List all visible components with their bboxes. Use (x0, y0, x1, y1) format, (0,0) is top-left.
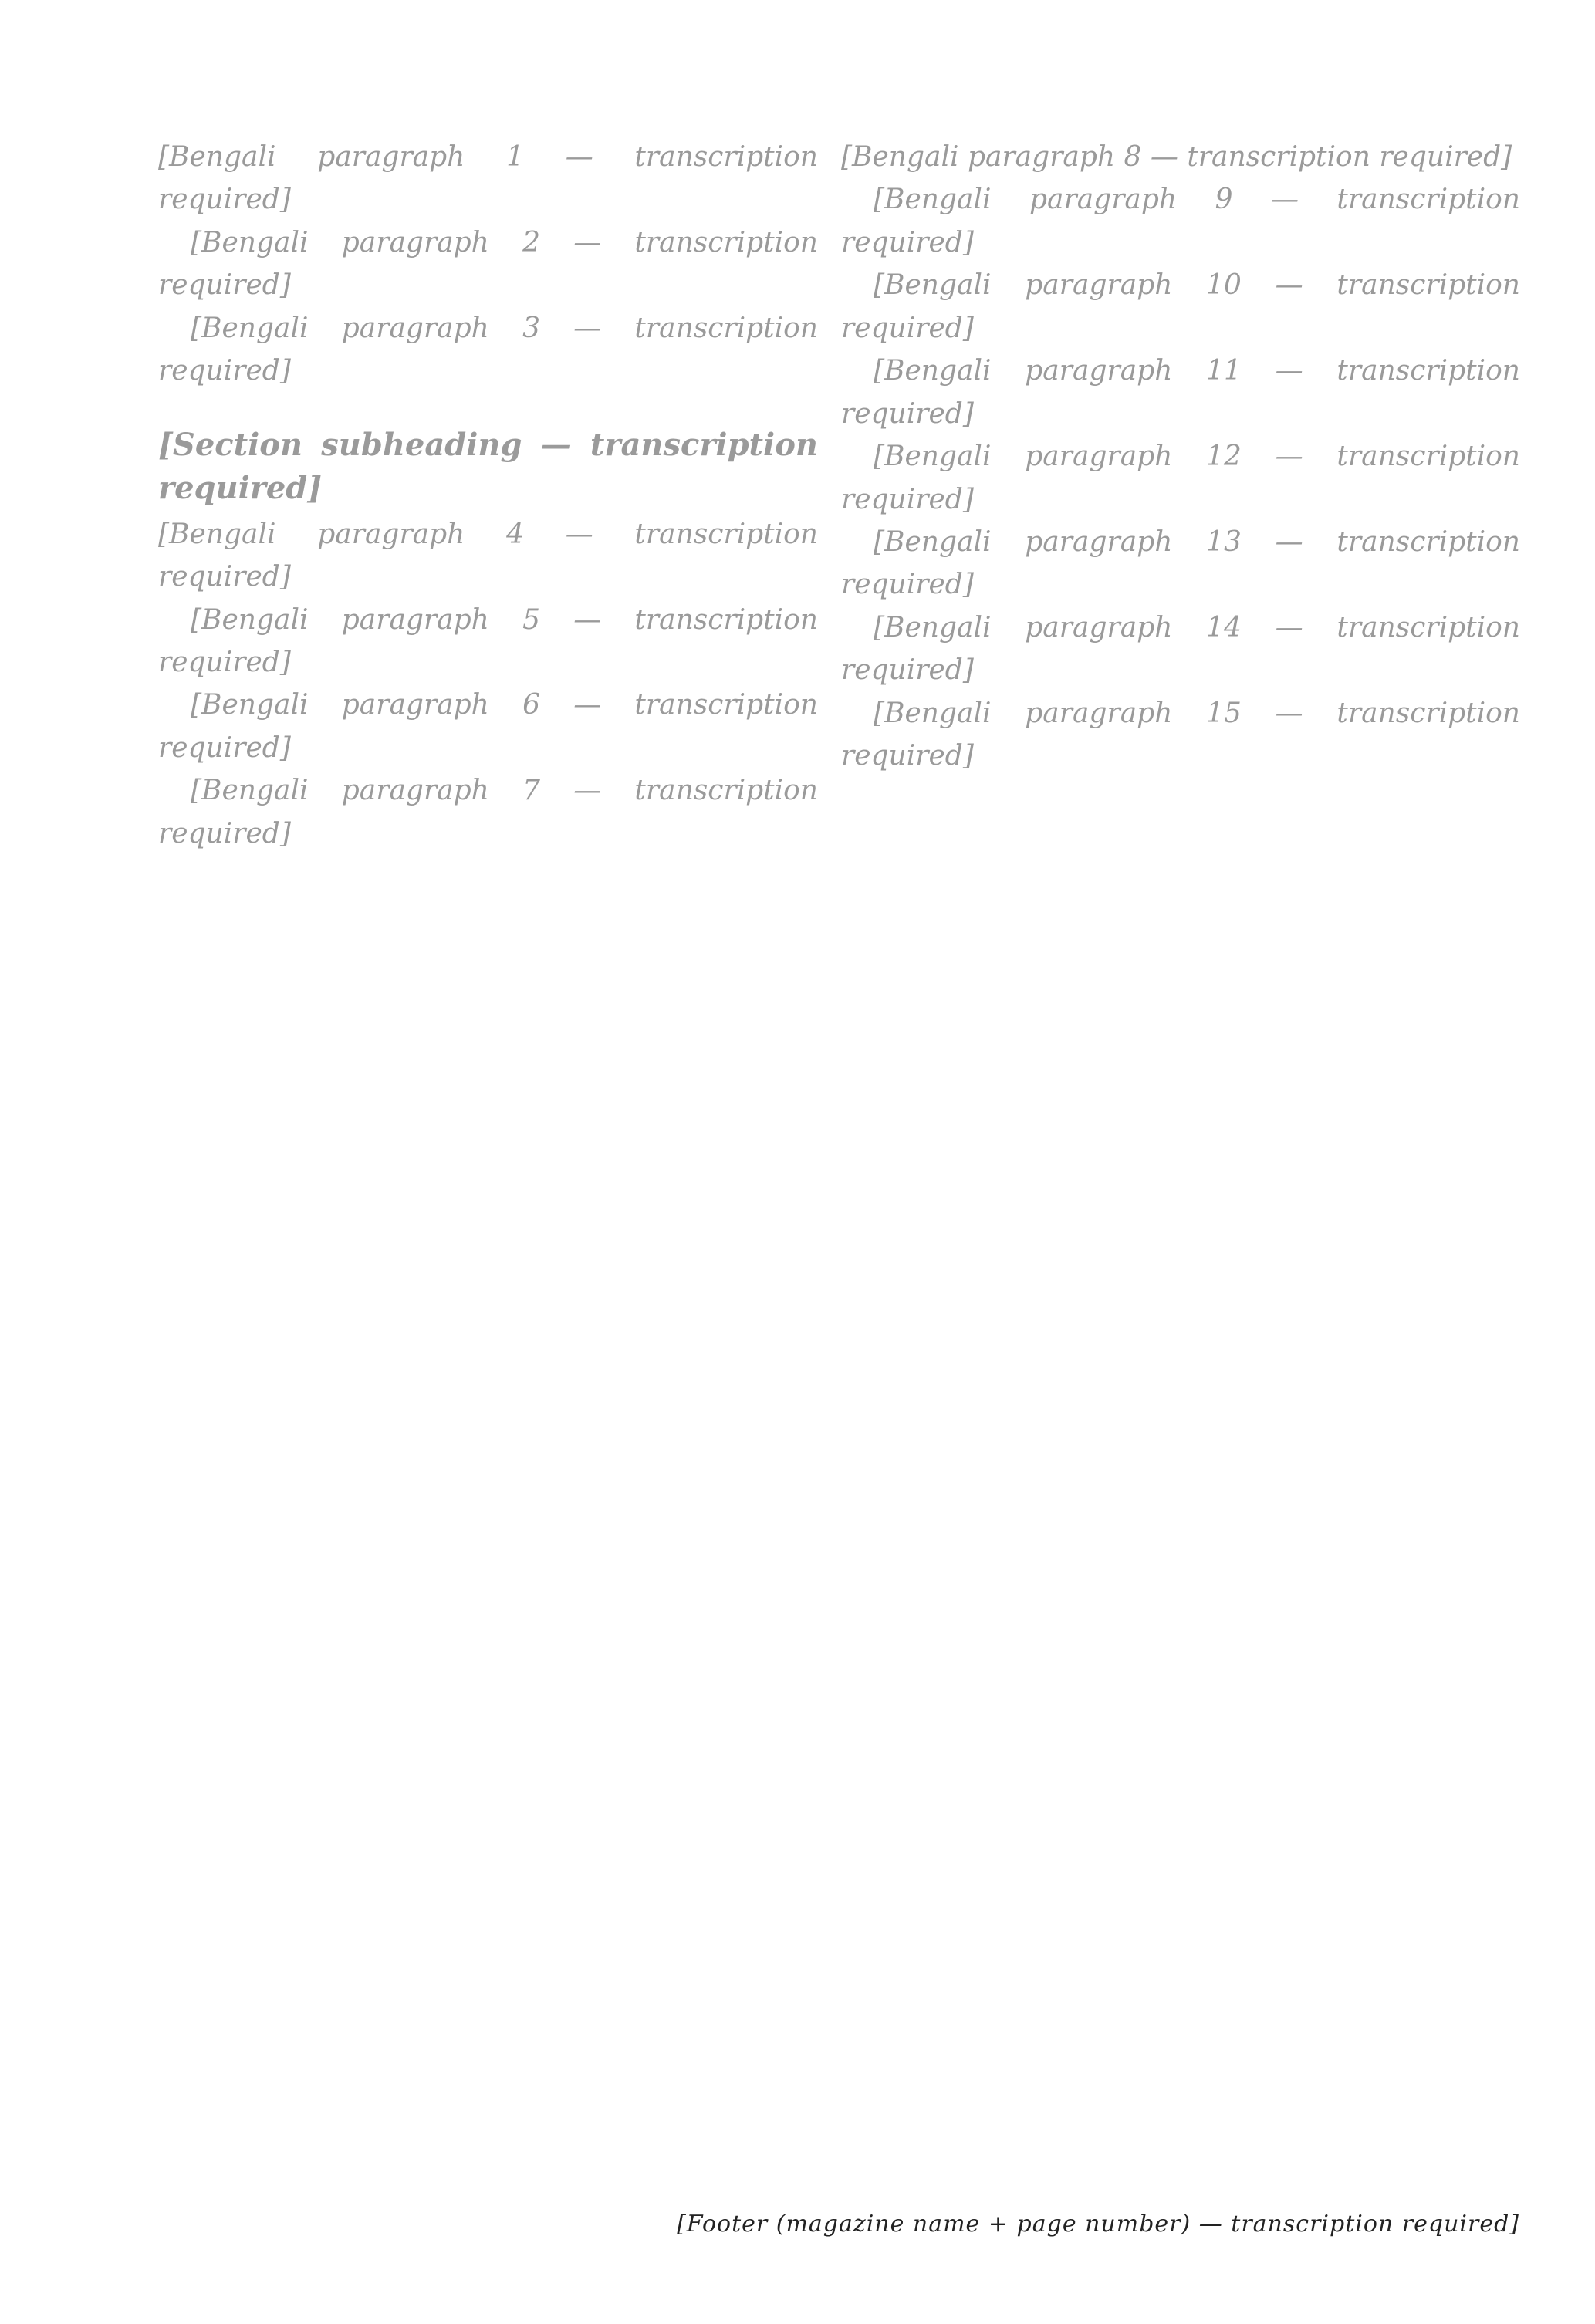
body-paragraph: [Bengali paragraph 7 — transcription required] (158, 775, 818, 850)
page-footer: [Footer (magazine name + page number) — transcription required] (677, 2211, 1519, 2238)
body-paragraph: [Bengali paragraph 15 — transcription required] (841, 697, 1520, 772)
body-paragraph: [Bengali paragraph 6 — transcription required] (158, 689, 818, 764)
body-paragraph: [Bengali paragraph 3 — transcription required] (158, 312, 818, 387)
body-paragraph: [Bengali paragraph 11 — transcription required] (841, 355, 1520, 430)
right-column (841, 136, 1520, 2185)
body-paragraph: [Bengali paragraph 13 — transcription required] (841, 525, 1520, 601)
body-paragraph: [Bengali paragraph 2 — transcription required] (158, 226, 818, 302)
body-paragraph: [Bengali paragraph 8 — transcription required] (841, 141, 1512, 173)
body-paragraph: [Bengali paragraph 10 — transcription required] (841, 269, 1520, 344)
section-subheading: [Section subheading — transcription required] (158, 426, 818, 506)
left-column (158, 136, 818, 2185)
body-paragraph: [Bengali paragraph 5 — transcription required] (158, 603, 818, 678)
body-paragraph: [Bengali paragraph 4 — transcription required] (158, 518, 818, 593)
body-paragraph: [Bengali paragraph 14 — transcription required] (841, 611, 1520, 687)
body-paragraph: [Bengali paragraph 12 — transcription required] (841, 441, 1520, 515)
body-paragraph: [Bengali paragraph 9 — transcription required] (841, 184, 1520, 258)
body-paragraph: [Bengali paragraph 1 — transcription required] (158, 141, 818, 216)
